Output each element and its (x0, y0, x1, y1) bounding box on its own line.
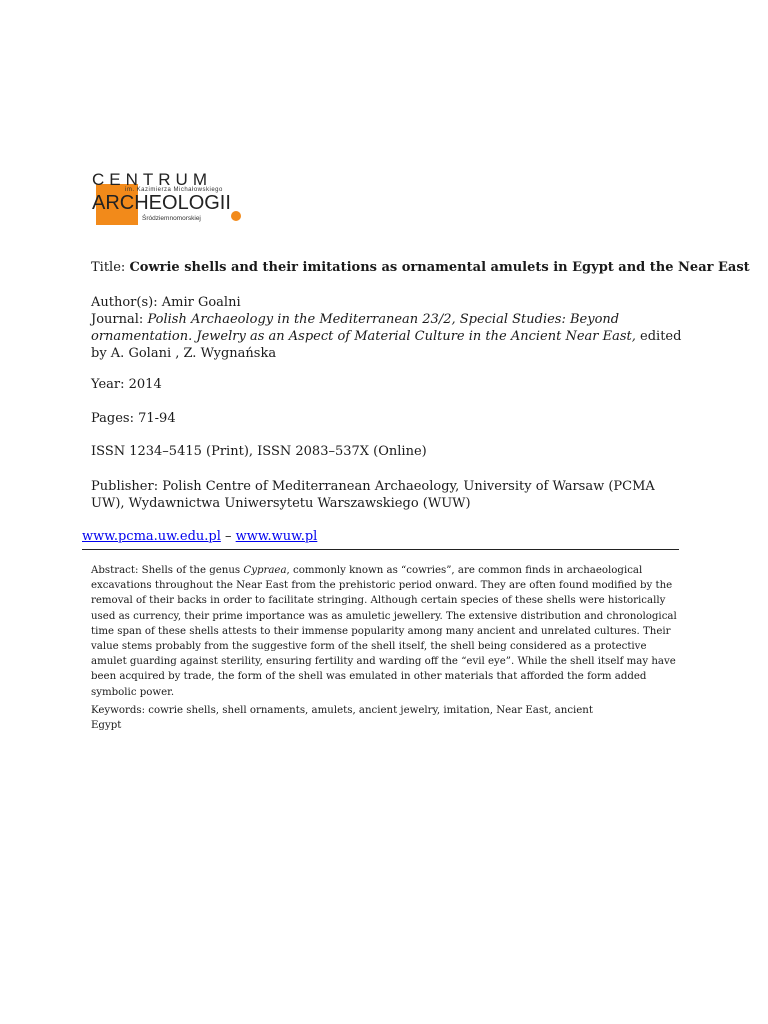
logo-word-centrum: CENTRUM (92, 170, 212, 189)
abstract-text: , commonly known as “cowries”, are common finds in archaeological excavations throughout the Near East from the prehistoric period onward. They are often found modified by the removal of their backs in order to facilitate stringing. Although certain species of these shells were historically used as currency, their prime importance was as amuletic jewellery. The extensive distribution and chronological time span of these shells attests to their immense popularity among many ancient and unrelated cultures. Their value stems probably from the suggestive form of the shell itself, the shell being considered as a protective amulet guarding against sterility, ensuring fertility and warding off the “evil eye”. While the shell itself may have been acquired by trade, the form of the shell was emulated in other materials that afforded the form added symbolic power. (91, 565, 677, 698)
links-separator: – (225, 529, 232, 544)
title-value: Cowrie shells and their imitations as ornamental amulets in Egypt and the Near East (129, 260, 750, 275)
title-label: Title: (91, 260, 126, 275)
pages-value: 71-94 (138, 411, 176, 426)
year-label: Year: (91, 377, 125, 392)
logo-word-archeologii: ARCHEOLOGII (92, 192, 231, 214)
authors-label: Author(s): (91, 295, 158, 310)
article-issn (91, 443, 691, 460)
year-value: 2014 (128, 377, 162, 392)
abstract-intro: Shells of the genus (141, 565, 241, 576)
keywords-value: : cowrie shells, shell ornaments, amulets, ancient jewelry, imitation, Near East, ancient Egypt (91, 705, 593, 731)
journal-label: Journal: (91, 312, 144, 327)
keywords-label: Keywords (91, 705, 142, 716)
abstract-paragraph (91, 563, 679, 700)
pcma-link[interactable]: www.pcma.uw.edu.pl (82, 529, 221, 544)
publisher-value: Polish Centre of Mediterranean Archaeology, University of Warsaw (PCMA UW), Wydawnictwa Uniwersytetu Warszawskiego (WUW) (91, 479, 655, 511)
logo-subtitle-patron: im. Kazimierza Michałowskiego (125, 187, 223, 193)
authors-value: Amir Goalni (161, 295, 241, 310)
publisher-label: Publisher: (91, 479, 159, 494)
abstract-label: Abstract: (91, 565, 139, 576)
article-authors (91, 294, 691, 311)
article-year (91, 376, 691, 393)
article-title (91, 259, 750, 276)
centrum-archeologii-logo (92, 170, 252, 228)
section-divider (82, 549, 679, 550)
journal-title: Polish Archaeology in the Mediterranean 23/2, Special Studies: Beyond ornamentation. Jewelry as an Aspect of Material Culture in the Ancient Near East, (91, 312, 636, 344)
issn-value: ISSN 1234–5415 (Print), ISSN 2083–537X (Online) (91, 444, 427, 459)
pages-label: Pages: (91, 411, 134, 426)
article-pages (91, 410, 691, 427)
logo-subtitle-mediterranean: Śródziemnomorskiej (142, 215, 201, 222)
logo-seal-icon (231, 211, 241, 221)
abstract-genus: Cypraea (243, 565, 287, 576)
wuw-link[interactable]: www.wuw.pl (235, 529, 318, 544)
article-journal (91, 311, 691, 362)
publisher-links (82, 529, 317, 544)
journal-editors: edited by A. Golani , Z. Wygnańska (91, 329, 682, 361)
article-publisher (91, 478, 691, 512)
keywords-paragraph (91, 703, 601, 733)
